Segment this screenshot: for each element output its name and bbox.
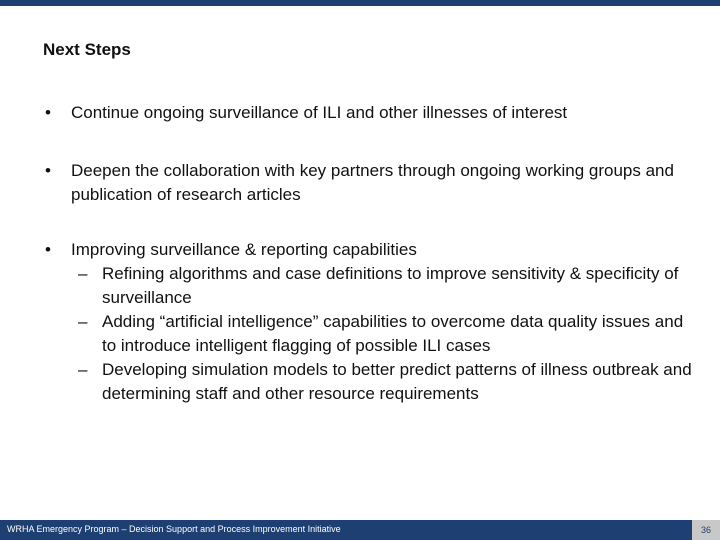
sub-bullet-item [78,262,692,310]
sub-bullet-list [45,262,695,406]
footer-bar [0,520,720,540]
sub-bullet-marker: – [78,264,88,283]
page-number: 36 [692,520,720,540]
bullet-text: Continue ongoing surveillance of ILI and other illnesses of interest [71,103,568,122]
sub-bullet-text: Developing simulation models to better predict patterns of illness outbreak and determining staff and other resource requirements [102,360,692,403]
bullet-text: Deepen the collaboration with key partners through ongoing working groups and publication of research articles [71,161,674,204]
sub-bullet-item [78,310,692,358]
sub-bullet-text: Refining algorithms and case definitions to improve sensitivity & specificity of surveillance [102,264,679,307]
sub-bullet-item [78,358,692,406]
footer-text: WRHA Emergency Program – Decision Support and Process Improvement Initiative [7,524,341,534]
bullet-marker: • [45,161,51,180]
sub-bullet-marker: – [78,360,88,379]
sub-bullet-marker: – [78,312,88,331]
bullet-marker: • [45,103,51,122]
bullet-item [45,238,695,406]
bullet-marker: • [45,240,51,259]
sub-bullet-text: Adding “artificial intelligence” capabilities to overcome data quality issues and to introduce intelligent flagging of possible ILI cases [102,312,684,355]
bullet-item [45,101,695,125]
bullet-item [45,159,695,207]
bullet-text: Improving surveillance & reporting capabilities [71,240,417,259]
top-accent-bar [0,0,720,6]
slide-title: Next Steps [43,40,131,59]
